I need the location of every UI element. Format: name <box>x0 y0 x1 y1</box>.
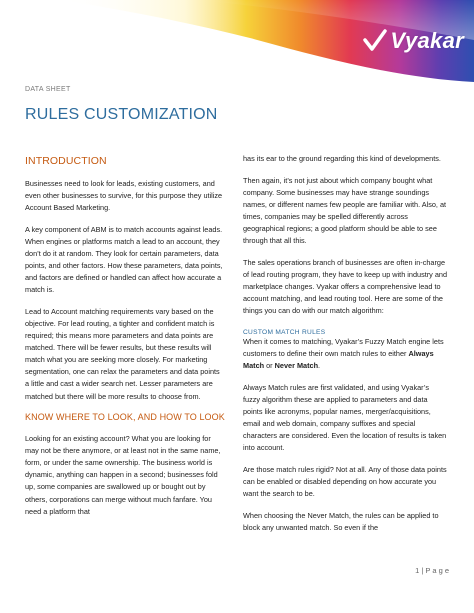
paragraph: Always Match rules are first validated, and using Vyakar’s fuzzy algorithm these are applied to parameters and data points like acronyms, popular names, merger/acquisitions, email and web domain, company suffixes and special characters are considered. Even the location of results is taken into account. <box>243 382 447 453</box>
custom-match-rules-heading: CUSTOM MATCH RULES <box>243 329 326 337</box>
never-match-term: Never Match <box>274 361 319 371</box>
paragraph: When choosing the Never Match, the rules can be applied to block any unwanted match. So even if the <box>243 510 439 532</box>
text-run: or <box>264 361 275 371</box>
page-title: RULES CUSTOMIZATION <box>25 106 218 123</box>
introduction-heading: INTRODUCTION <box>25 155 107 167</box>
know-where-heading: KNOW WHERE TO LOOK, AND HOW TO LOOK <box>25 412 225 423</box>
left-column <box>25 155 225 527</box>
paragraph: Businesses need to look for leads, existing customers, and even other businesses to survive, for this purpose they utilize Account Based Marketing. <box>25 179 223 213</box>
text-run: When it comes to matching, Vyakar’s Fuzzy Match engine lets customers to define their own match rules to either <box>243 337 444 359</box>
header-banner <box>0 0 474 82</box>
text-run: . <box>318 361 321 371</box>
paragraph: A key component of ABM is to match accounts against leads. When engines or platforms match a lead to an account, they don’t do it at random. They look for certain parameters, data points, and other factors. How these parameters, data points, and factors are defined or handled can affect how accurate a match is. <box>25 224 223 295</box>
paragraph: Are those match rules rigid? Not at all. Any of those data points can be enabled or disabled depending on how accurate you want the search to be. <box>243 464 447 499</box>
right-column <box>243 153 448 543</box>
paragraph: Looking for an existing account? What you are looking for may not be there anymore, or at least not in the same name, form, or under the same ownership. The business world is dynamic, anything can happen in a second; businesses fold up, some companies are swallowed up or bought out by others, corporations can merge without much fanfare. You need a platform that <box>25 434 221 516</box>
logo-check-icon <box>362 28 388 54</box>
paragraph: The sales operations branch of businesses are often in-charge of lead routing program, they have to keep up with industry and marketplace changes. Vyakar offers a comprehensive lead to account matching, and lead routing tool. Here are some of the things you can do with our match algorithm: <box>243 257 448 316</box>
vyakar-logo <box>362 28 464 54</box>
paragraph: Lead to Account matching requirements vary based on the objective. For lead routing, a tighter and confident match is required; this means more parameters and data points are matched. There will be fewer results, but these results will match what you are seeking more closely. For marketing segmentation, one can relax the parameters and data points a little and cast a wider search net. Lesser parameters are matched but there will be more results to choose from. <box>25 306 220 401</box>
page-number: 1 | P a g e <box>415 566 449 575</box>
paragraph <box>243 336 448 372</box>
paragraph: Then again, it’s not just about which company bought what company. Some businesses may have strange soundings names, or different names few people are familiar with. Also, at times, companies may be spelled differently across geographical regions; a good platform should be able to see through that all this. <box>243 175 447 246</box>
paragraph: has its ear to the ground regarding this kind of developments. <box>243 154 441 163</box>
logo-wordmark: Vyakar <box>390 28 464 53</box>
always-match-term: Always Match <box>243 349 434 371</box>
datasheet-label: DATA SHEET <box>25 86 71 93</box>
